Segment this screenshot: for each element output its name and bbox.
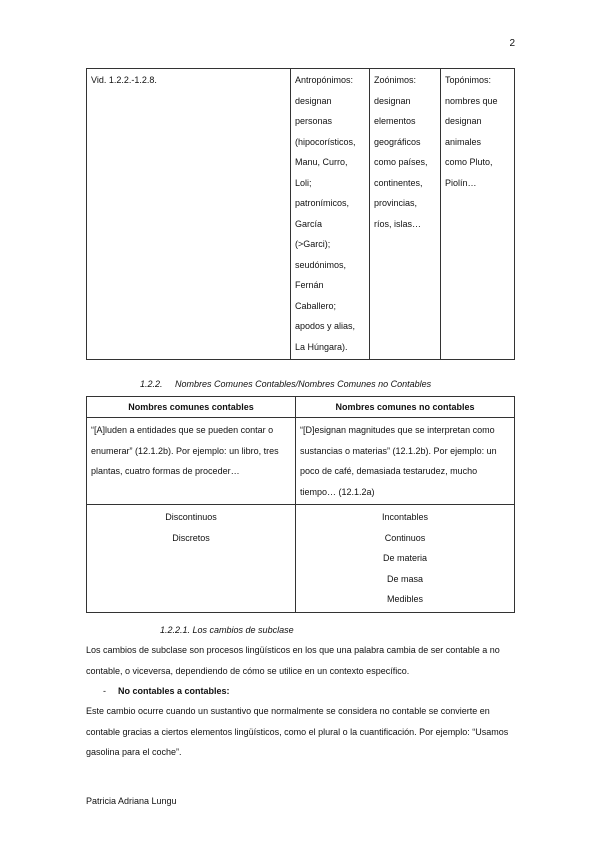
- bullet-dash: -: [103, 686, 106, 696]
- section-number: 1.2.2.: [140, 379, 163, 389]
- term-item: Medibles: [386, 594, 424, 604]
- term-item: Discretos: [172, 532, 210, 543]
- cell-line: patronímicos,: [295, 198, 350, 208]
- bullet-label: No contables a contables:: [118, 686, 230, 696]
- cell-line: provincias,: [374, 198, 418, 208]
- paragraph: Los cambios de subclase son procesos lingüísticos en los que una palabra cambia de ser contable a no contable, o viceversa, dependiendo de cómo se utilice en un contexto específico.: [86, 645, 500, 676]
- cell-line: Fernán: [295, 280, 324, 290]
- table-row: [87, 69, 515, 360]
- cell-line: La Húngara).: [295, 341, 348, 352]
- subsection-heading: 1.2.2.1. Los cambios de subclase: [160, 625, 294, 635]
- footer-author: Patricia Adriana Lungu: [86, 796, 177, 806]
- countable-nouns-table: [86, 396, 515, 613]
- table-row: [87, 505, 515, 613]
- section-heading: [140, 379, 431, 389]
- cell-line: Loli;: [295, 177, 312, 188]
- cell-line: como países,: [374, 157, 428, 167]
- cell-line: (hipocorísticos,: [295, 136, 356, 147]
- cell-line: designan: [295, 95, 332, 106]
- term-item: De materia: [382, 553, 427, 563]
- cell-line: Piolín…: [445, 177, 477, 188]
- table-header-row: [87, 397, 515, 418]
- cell-line: designan: [445, 116, 482, 126]
- cell-line: Antropónimos:: [295, 75, 354, 85]
- cell-line: Zoónimos:: [374, 75, 417, 85]
- section-title: Nombres Comunes Contables/Nombres Comunes no Contables: [175, 379, 432, 389]
- cell-line: seudónimos,: [295, 259, 347, 270]
- term-item: Incontables: [381, 512, 429, 522]
- definition-cell-contables: “[A]luden a entidades que se pueden contar o enumerar” (12.1.2b). Por ejemplo: un libro, tres plantas, cuatro formas de proceder…: [87, 418, 296, 505]
- terms-cell-no-contables: [296, 505, 515, 613]
- page-number: 2: [509, 38, 515, 49]
- term-item: Discontinuos: [165, 512, 217, 522]
- cell-line: animales: [445, 136, 482, 147]
- definition-cell-no-contables: “[D]esignan magnitudes que se interpretan como sustancias o materias” (12.1.2b). Por ejemplo: un poco de café, demasiada testarudez, mucho tiempo… (12.1.2a): [296, 418, 515, 505]
- cell-line: Topónimos:: [445, 75, 492, 85]
- cell-line: nombres que: [445, 95, 498, 106]
- bullet-item: [103, 681, 230, 702]
- cell-line: García: [295, 218, 323, 229]
- cell-line: como Pluto,: [445, 157, 493, 167]
- cell-line: personas: [295, 116, 333, 126]
- cell-line: Caballero;: [295, 300, 337, 311]
- proper-nouns-table: [86, 68, 515, 360]
- cell-line: elementos: [374, 116, 416, 126]
- cell-line: continentes,: [374, 177, 423, 188]
- column-header: Nombres comunes no contables: [296, 397, 515, 418]
- cell-line: Manu, Curro,: [295, 157, 348, 167]
- reference-cell: Vid. 1.2.2.-1.2.8.: [87, 69, 291, 360]
- cell-line: ríos, islas…: [374, 218, 422, 229]
- column-header: Nombres comunes contables: [87, 397, 296, 418]
- cell-line: apodos y alias,: [295, 321, 356, 331]
- table-row: [87, 418, 515, 505]
- term-item: De masa: [386, 573, 423, 584]
- toponimos-cell: [441, 69, 515, 360]
- cell-line: (>Garci);: [295, 239, 331, 249]
- term-item: Continuos: [384, 532, 426, 543]
- zoonimos-cell: [370, 69, 441, 360]
- terms-cell-contables: [87, 505, 296, 613]
- cell-line: geográficos: [374, 136, 421, 147]
- paragraph: Este cambio ocurre cuando un sustantivo que normalmente se considera no contable se convierte en contable gracias a ciertos elementos lingüísticos, como el plural o la cuantificación. Por ejemplo: “Usamos gasolina para el coche”.: [86, 706, 509, 757]
- antroponimos-cell: [291, 69, 370, 360]
- cell-line: designan: [374, 95, 411, 106]
